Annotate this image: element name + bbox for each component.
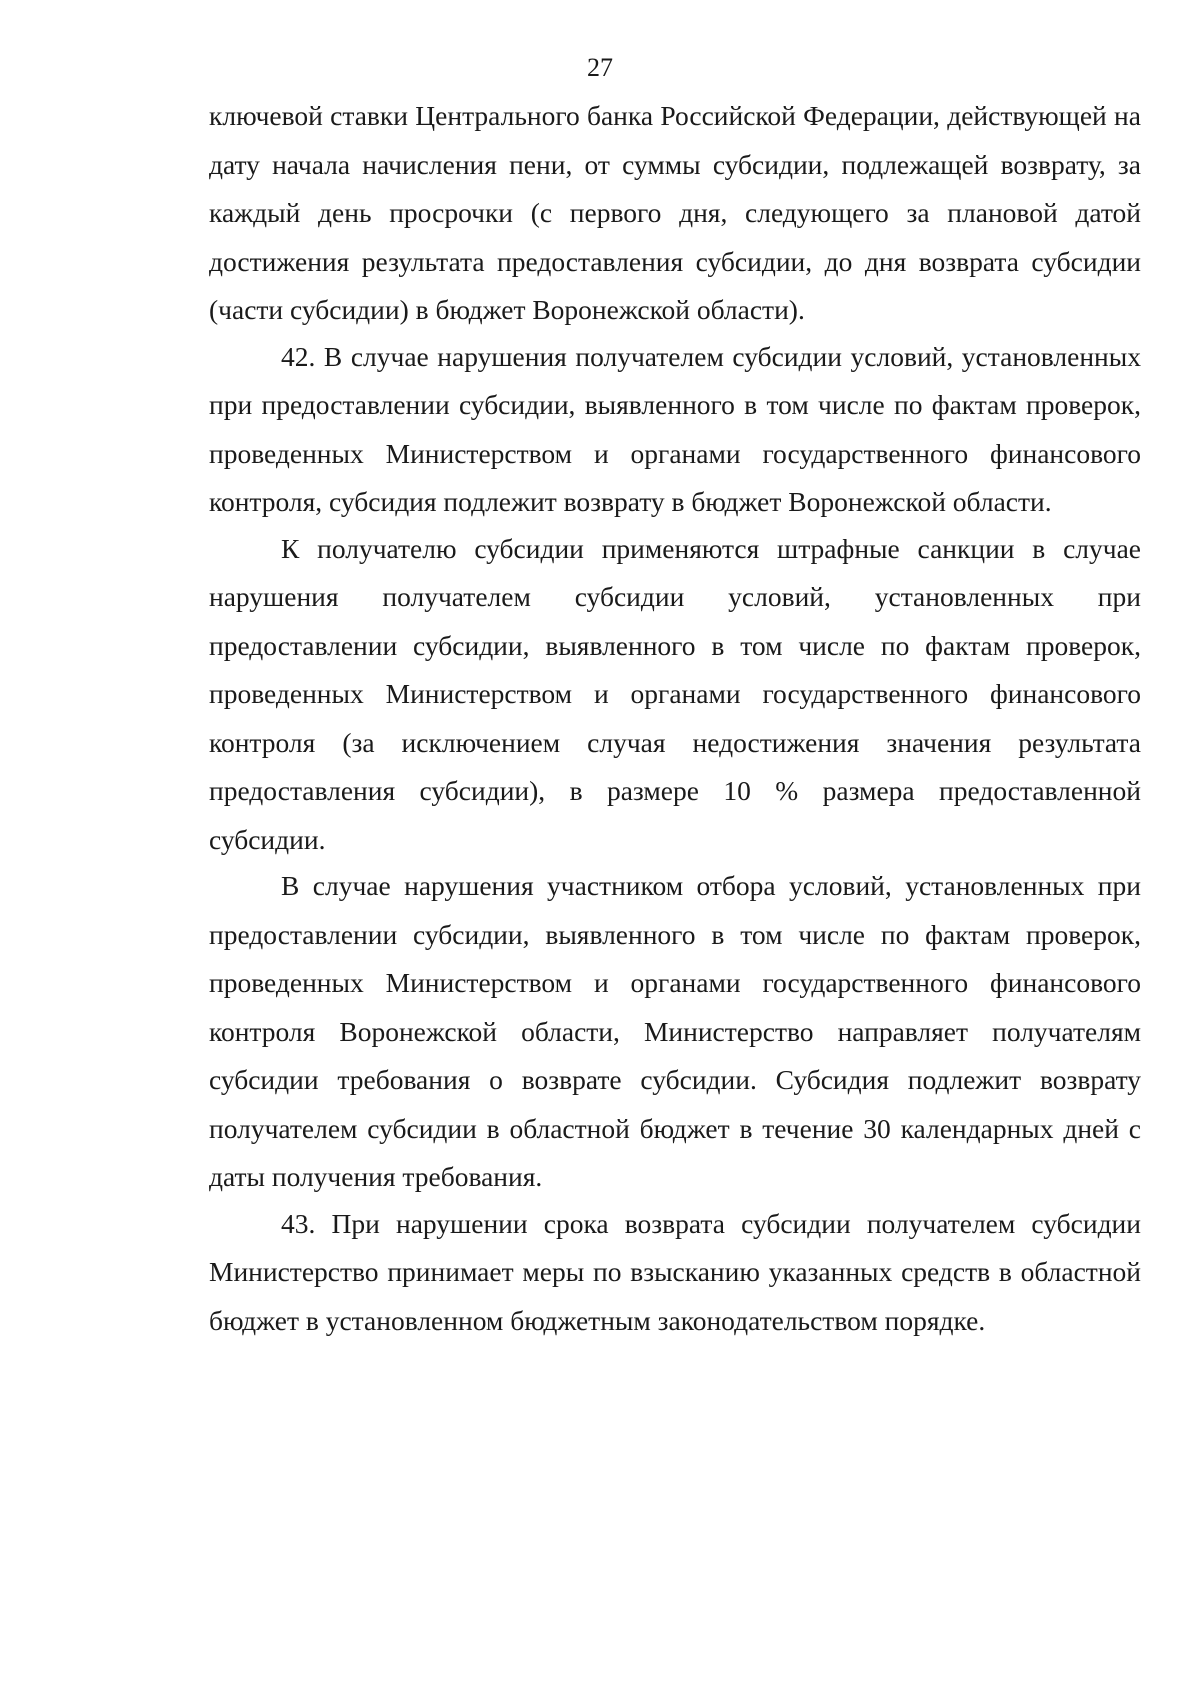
paragraph-penalties: К получателю субсидии применяются штрафные санкции в случае нарушения получателем субсидии условий, установленных при предоставлении субсидии, выявленного в том числе по фактам проверок, проведенных Министерством и органами государственного финансового контроля (за исключением случая недостижения значения результата предоставления субсидии), в размере 10 % размера предоставленной субсидии. bbox=[209, 532, 1141, 855]
page-number: 27 bbox=[587, 53, 613, 82]
document-body bbox=[209, 92, 1141, 1345]
paragraph-item-43: 43. При нарушении срока возврата субсидии получателем субсидии Министерство принимает меры по взысканию указанных средств в областной бюджет в установленном бюджетным законодательством порядке. bbox=[209, 1207, 1141, 1336]
paragraph-item-42: 42. В случае нарушения получателем субсидии условий, установленных при предоставлении субсидии, выявленного в том числе по фактам проверок, проведенных Министерством и органами государственного финансового контроля, субсидия подлежит возврату в бюджет Воронежской области. bbox=[209, 340, 1141, 517]
paragraph-continuation: ключевой ставки Центрального банка Российской Федерации, действующей на дату начала начисления пени, от суммы субсидии, подлежащей возврату, за каждый день просрочки (с первого дня, следующего за плановой датой достижения результата предоставления субсидии, до дня возврата субсидии (части субсидии) в бюджет Воронежской области). bbox=[209, 100, 1141, 325]
paragraph-selection-violation: В случае нарушения участником отбора условий, установленных при предоставлении субсидии, выявленного в том числе по фактам проверок, проведенных Министерством и органами государственного финансового контроля Воронежской области, Министерство направляет получателям субсидии требования о возврате субсидии. Субсидия подлежит возврату получателем субсидии в областной бюджет в течение 30 календарных дней с даты получения требования. bbox=[209, 870, 1141, 1192]
